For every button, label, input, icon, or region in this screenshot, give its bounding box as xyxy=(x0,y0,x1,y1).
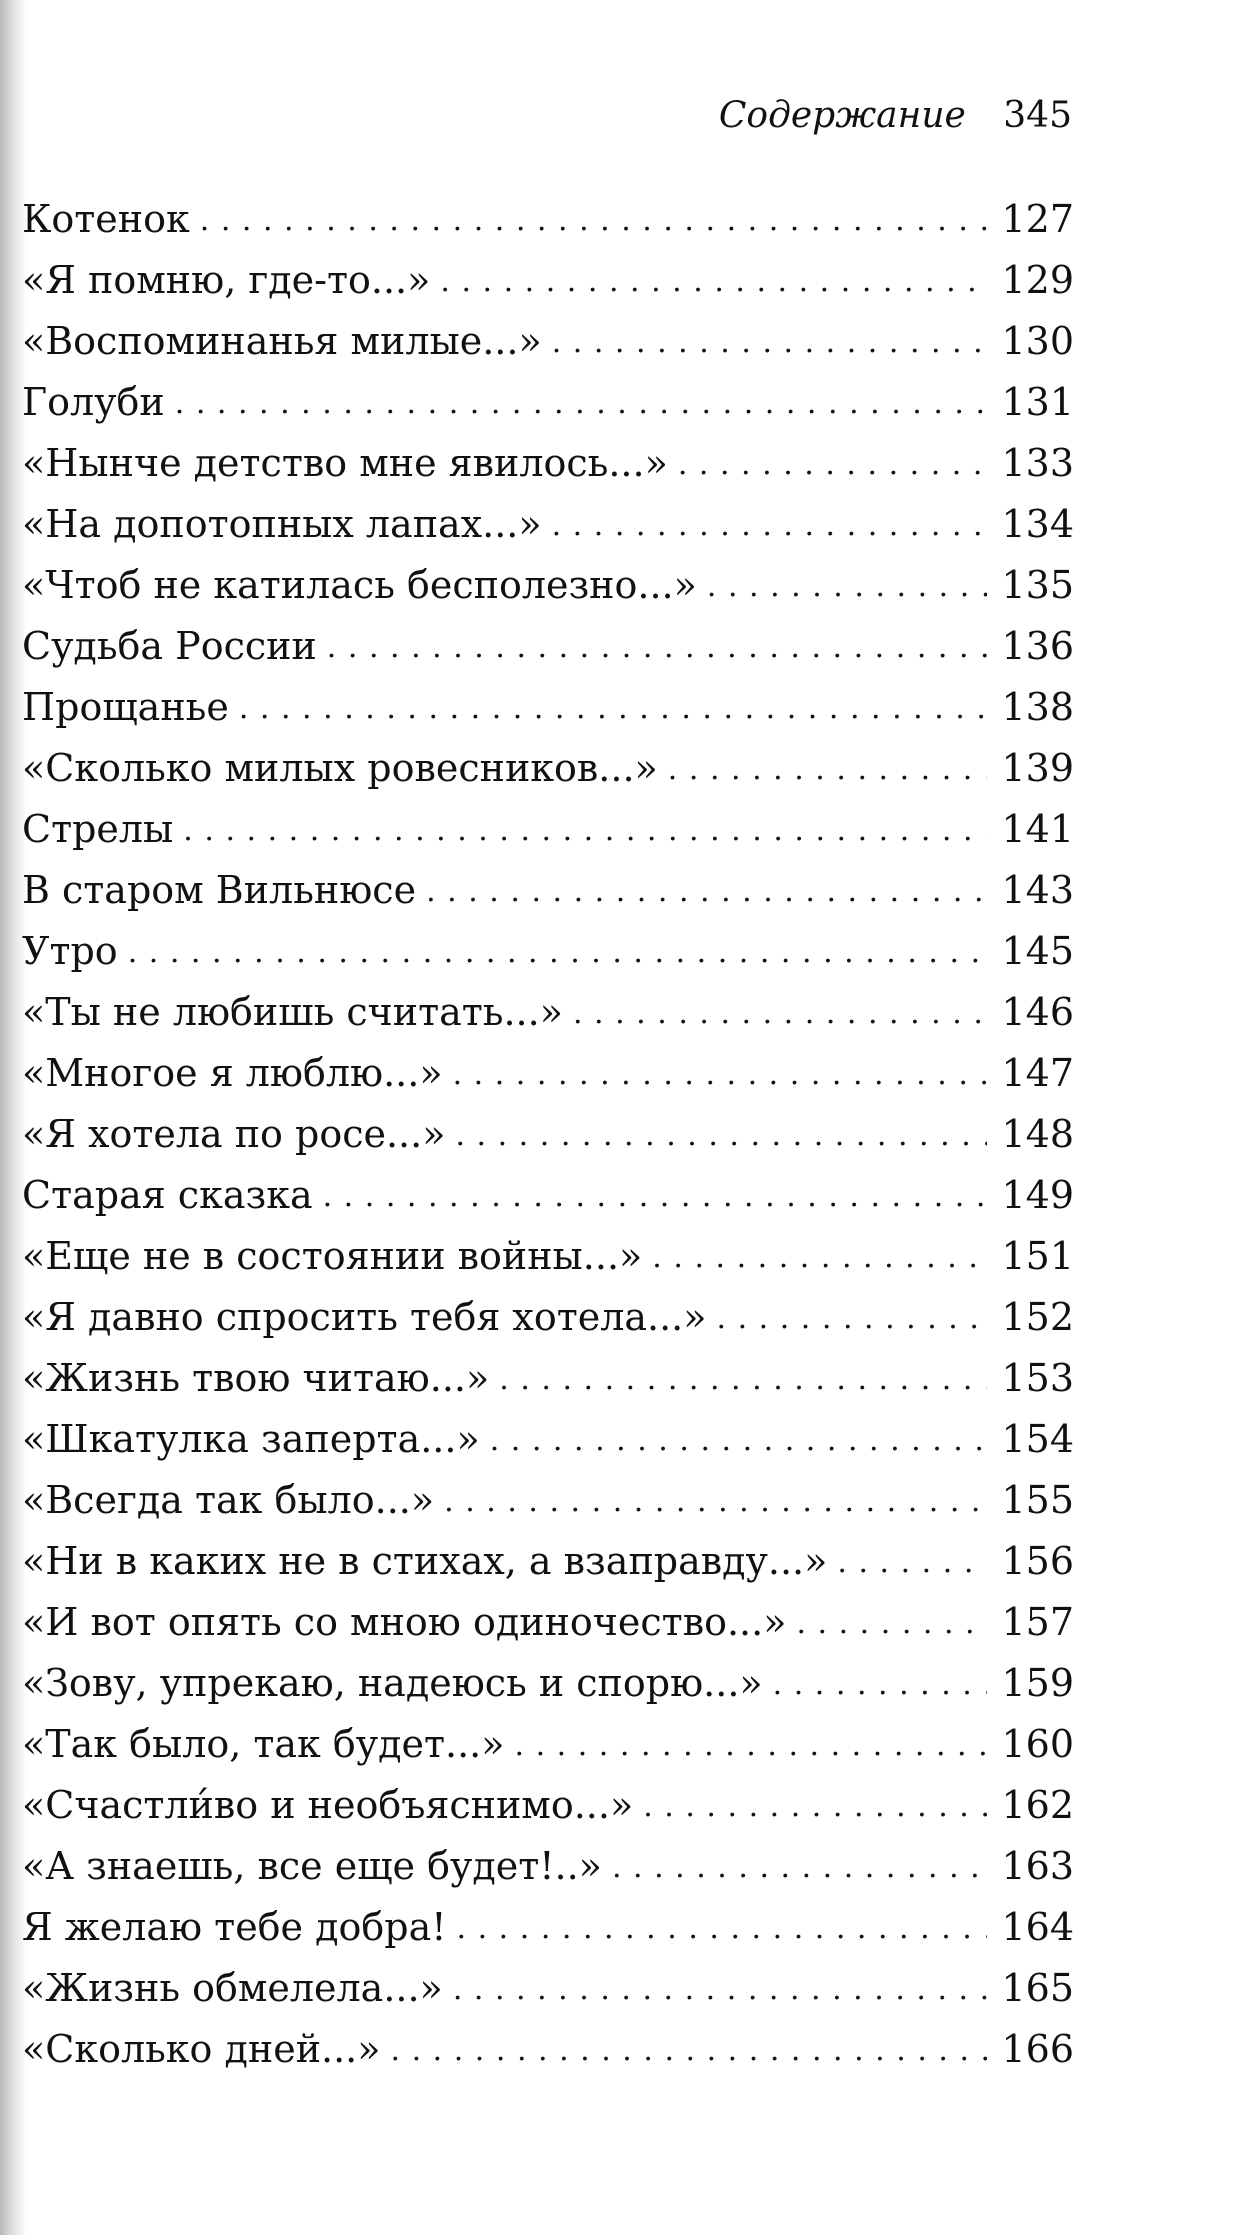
toc-entry xyxy=(22,1287,1074,1348)
toc-entry xyxy=(22,372,1074,433)
section-title: Содержание xyxy=(718,95,966,136)
toc-entry-page: 148 xyxy=(1001,1112,1074,1156)
toc-entry-page: 152 xyxy=(1001,1295,1074,1339)
dot-leader xyxy=(643,1773,987,1834)
dot-leader xyxy=(717,1285,988,1346)
dot-leader xyxy=(515,1712,988,1773)
toc-entry xyxy=(22,1104,1074,1165)
toc-entry xyxy=(22,1226,1074,1287)
toc-entry-title: Я желаю тебе добра! xyxy=(22,1905,447,1949)
dot-leader xyxy=(444,1468,987,1529)
toc-entry-page: 151 xyxy=(1001,1234,1074,1278)
toc-entry xyxy=(22,799,1074,860)
toc-entry-page: 164 xyxy=(1001,1905,1074,1949)
toc-entry-title: «Чтоб не катилась бесполезно...» xyxy=(22,563,697,607)
toc-entry-title: «Жизнь обмелела...» xyxy=(22,1966,443,2010)
toc-entry xyxy=(22,1531,1074,1592)
toc-entry xyxy=(22,1592,1074,1653)
toc-entry xyxy=(22,1714,1074,1775)
toc-entry-title: «Так было, так будет...» xyxy=(22,1722,505,1766)
toc-entry-title: «Всегда так было...» xyxy=(22,1478,435,1522)
toc-entry-title: В старом Вильнюсе xyxy=(22,868,417,912)
toc-entry-title: «Воспоминанья милые...» xyxy=(22,319,542,363)
dot-leader xyxy=(837,1529,987,1590)
toc-entry-title: «Еще не в состоянии войны...» xyxy=(22,1234,643,1278)
toc-entry-title: Судьба России xyxy=(22,624,317,668)
dot-leader xyxy=(453,1956,988,2017)
toc-entry-page: 141 xyxy=(1001,807,1074,851)
toc-entry-title: Голуби xyxy=(22,380,165,424)
toc-entry xyxy=(22,1775,1074,1836)
toc-entry xyxy=(22,738,1074,799)
toc-entry-page: 154 xyxy=(1001,1417,1074,1461)
toc-entry-page: 135 xyxy=(1001,563,1074,607)
dot-leader xyxy=(552,492,988,553)
dot-leader xyxy=(175,370,988,431)
toc-entry-page: 131 xyxy=(1001,380,1074,424)
toc-entry-page: 134 xyxy=(1001,502,1074,546)
toc-entry-page: 147 xyxy=(1001,1051,1074,1095)
toc-entry-page: 145 xyxy=(1001,929,1074,973)
dot-leader xyxy=(391,2017,988,2078)
dot-leader xyxy=(183,797,987,858)
dot-leader xyxy=(612,1834,988,1895)
dot-leader xyxy=(707,553,988,614)
dot-leader xyxy=(499,1346,987,1407)
dot-leader xyxy=(668,736,988,797)
dot-leader xyxy=(455,1102,987,1163)
toc-entry-title: «Нынче детство мне явилось...» xyxy=(22,441,668,485)
toc-entry-page: 139 xyxy=(1001,746,1074,790)
toc-entry-page: 138 xyxy=(1001,685,1074,729)
toc-entry xyxy=(22,982,1074,1043)
toc-entry xyxy=(22,555,1074,616)
dot-leader xyxy=(573,980,988,1041)
dot-leader xyxy=(128,919,988,980)
toc-entry-title: «Я хотела по росе...» xyxy=(22,1112,446,1156)
dot-leader xyxy=(678,431,988,492)
toc-entry-title: «Зову, упрекаю, надеюсь и спорю...» xyxy=(22,1661,763,1705)
dot-leader xyxy=(457,1895,988,1956)
toc-entry xyxy=(22,1043,1074,1104)
toc-entry xyxy=(22,677,1074,738)
toc-entry xyxy=(22,250,1074,311)
toc-entry-page: 133 xyxy=(1001,441,1074,485)
toc-entry-title: Стрелы xyxy=(22,807,174,851)
toc-entry-page: 143 xyxy=(1001,868,1074,912)
toc-entry-page: 159 xyxy=(1001,1661,1074,1705)
toc-entry-title: «А знаешь, все еще будет!..» xyxy=(22,1844,602,1888)
toc-entry-page: 166 xyxy=(1001,2027,1074,2071)
toc-entry-page: 156 xyxy=(1001,1539,1074,1583)
toc-entry-title: Старая сказка xyxy=(22,1173,313,1217)
toc-entry xyxy=(22,1470,1074,1531)
toc-entry-page: 155 xyxy=(1001,1478,1074,1522)
toc-entry-page: 163 xyxy=(1001,1844,1074,1888)
toc-entry-title: «Я давно спросить тебя хотела...» xyxy=(22,1295,707,1339)
toc-entry xyxy=(22,1409,1074,1470)
dot-leader xyxy=(200,187,988,248)
toc-entry-page: 129 xyxy=(1001,258,1074,302)
toc-entry-title: «И вот опять со мною одиночество...» xyxy=(22,1600,787,1644)
toc-entry xyxy=(22,494,1074,555)
toc-entry xyxy=(22,616,1074,677)
dot-leader xyxy=(552,309,988,370)
toc-entry-title: «Многое я люблю...» xyxy=(22,1051,443,1095)
page-number: 345 xyxy=(1003,95,1072,136)
toc-entry xyxy=(22,189,1074,250)
toc-entry-title: «Жизнь твою читаю...» xyxy=(22,1356,490,1400)
toc-entry xyxy=(22,1653,1074,1714)
toc-entry xyxy=(22,1836,1074,1897)
toc-entry-page: 130 xyxy=(1001,319,1074,363)
toc-entry-title: «Ты не любишь считать...» xyxy=(22,990,563,1034)
toc-entry-title: Прощанье xyxy=(22,685,229,729)
toc-entry xyxy=(22,860,1074,921)
dot-leader xyxy=(327,614,988,675)
dot-leader xyxy=(440,248,987,309)
table-of-contents xyxy=(22,189,1074,2080)
dot-leader xyxy=(652,1224,987,1285)
toc-entry-title: Утро xyxy=(22,929,118,973)
dot-leader xyxy=(796,1590,987,1651)
toc-entry-page: 157 xyxy=(1001,1600,1074,1644)
toc-entry xyxy=(22,1348,1074,1409)
toc-entry-title: «Сколько милых ровесников...» xyxy=(22,746,658,790)
running-header xyxy=(719,92,1072,140)
toc-entry xyxy=(22,311,1074,372)
toc-entry-title: «Шкатулка заперта...» xyxy=(22,1417,480,1461)
toc-entry xyxy=(22,1958,1074,2019)
dot-leader xyxy=(426,858,987,919)
toc-entry xyxy=(22,2019,1074,2080)
toc-entry-page: 165 xyxy=(1001,1966,1074,2010)
dot-leader xyxy=(453,1041,988,1102)
toc-entry-page: 153 xyxy=(1001,1356,1074,1400)
toc-entry xyxy=(22,921,1074,982)
toc-entry-title: «Сколько дней...» xyxy=(22,2027,381,2071)
toc-entry xyxy=(22,1165,1074,1226)
toc-entry-page: 146 xyxy=(1001,990,1074,1034)
dot-leader xyxy=(773,1651,988,1712)
toc-entry-page: 136 xyxy=(1001,624,1074,668)
toc-entry-title: «Ни в каких не в стихах, а взаправду...» xyxy=(22,1539,828,1583)
dot-leader xyxy=(239,675,988,736)
toc-entry-page: 149 xyxy=(1001,1173,1074,1217)
toc-entry-page: 160 xyxy=(1001,1722,1074,1766)
dot-leader xyxy=(323,1163,988,1224)
toc-entry-title: «Счастли́во и необъяснимо...» xyxy=(22,1783,634,1827)
toc-entry xyxy=(22,433,1074,494)
toc-entry-title: «Я помню, где-то...» xyxy=(22,258,431,302)
toc-entry xyxy=(22,1897,1074,1958)
toc-entry-page: 162 xyxy=(1001,1783,1074,1827)
toc-entry-title: «На допотопных лапах...» xyxy=(22,502,542,546)
dot-leader xyxy=(490,1407,988,1468)
toc-entry-page: 127 xyxy=(1001,197,1074,241)
toc-entry-title: Котенок xyxy=(22,197,190,241)
